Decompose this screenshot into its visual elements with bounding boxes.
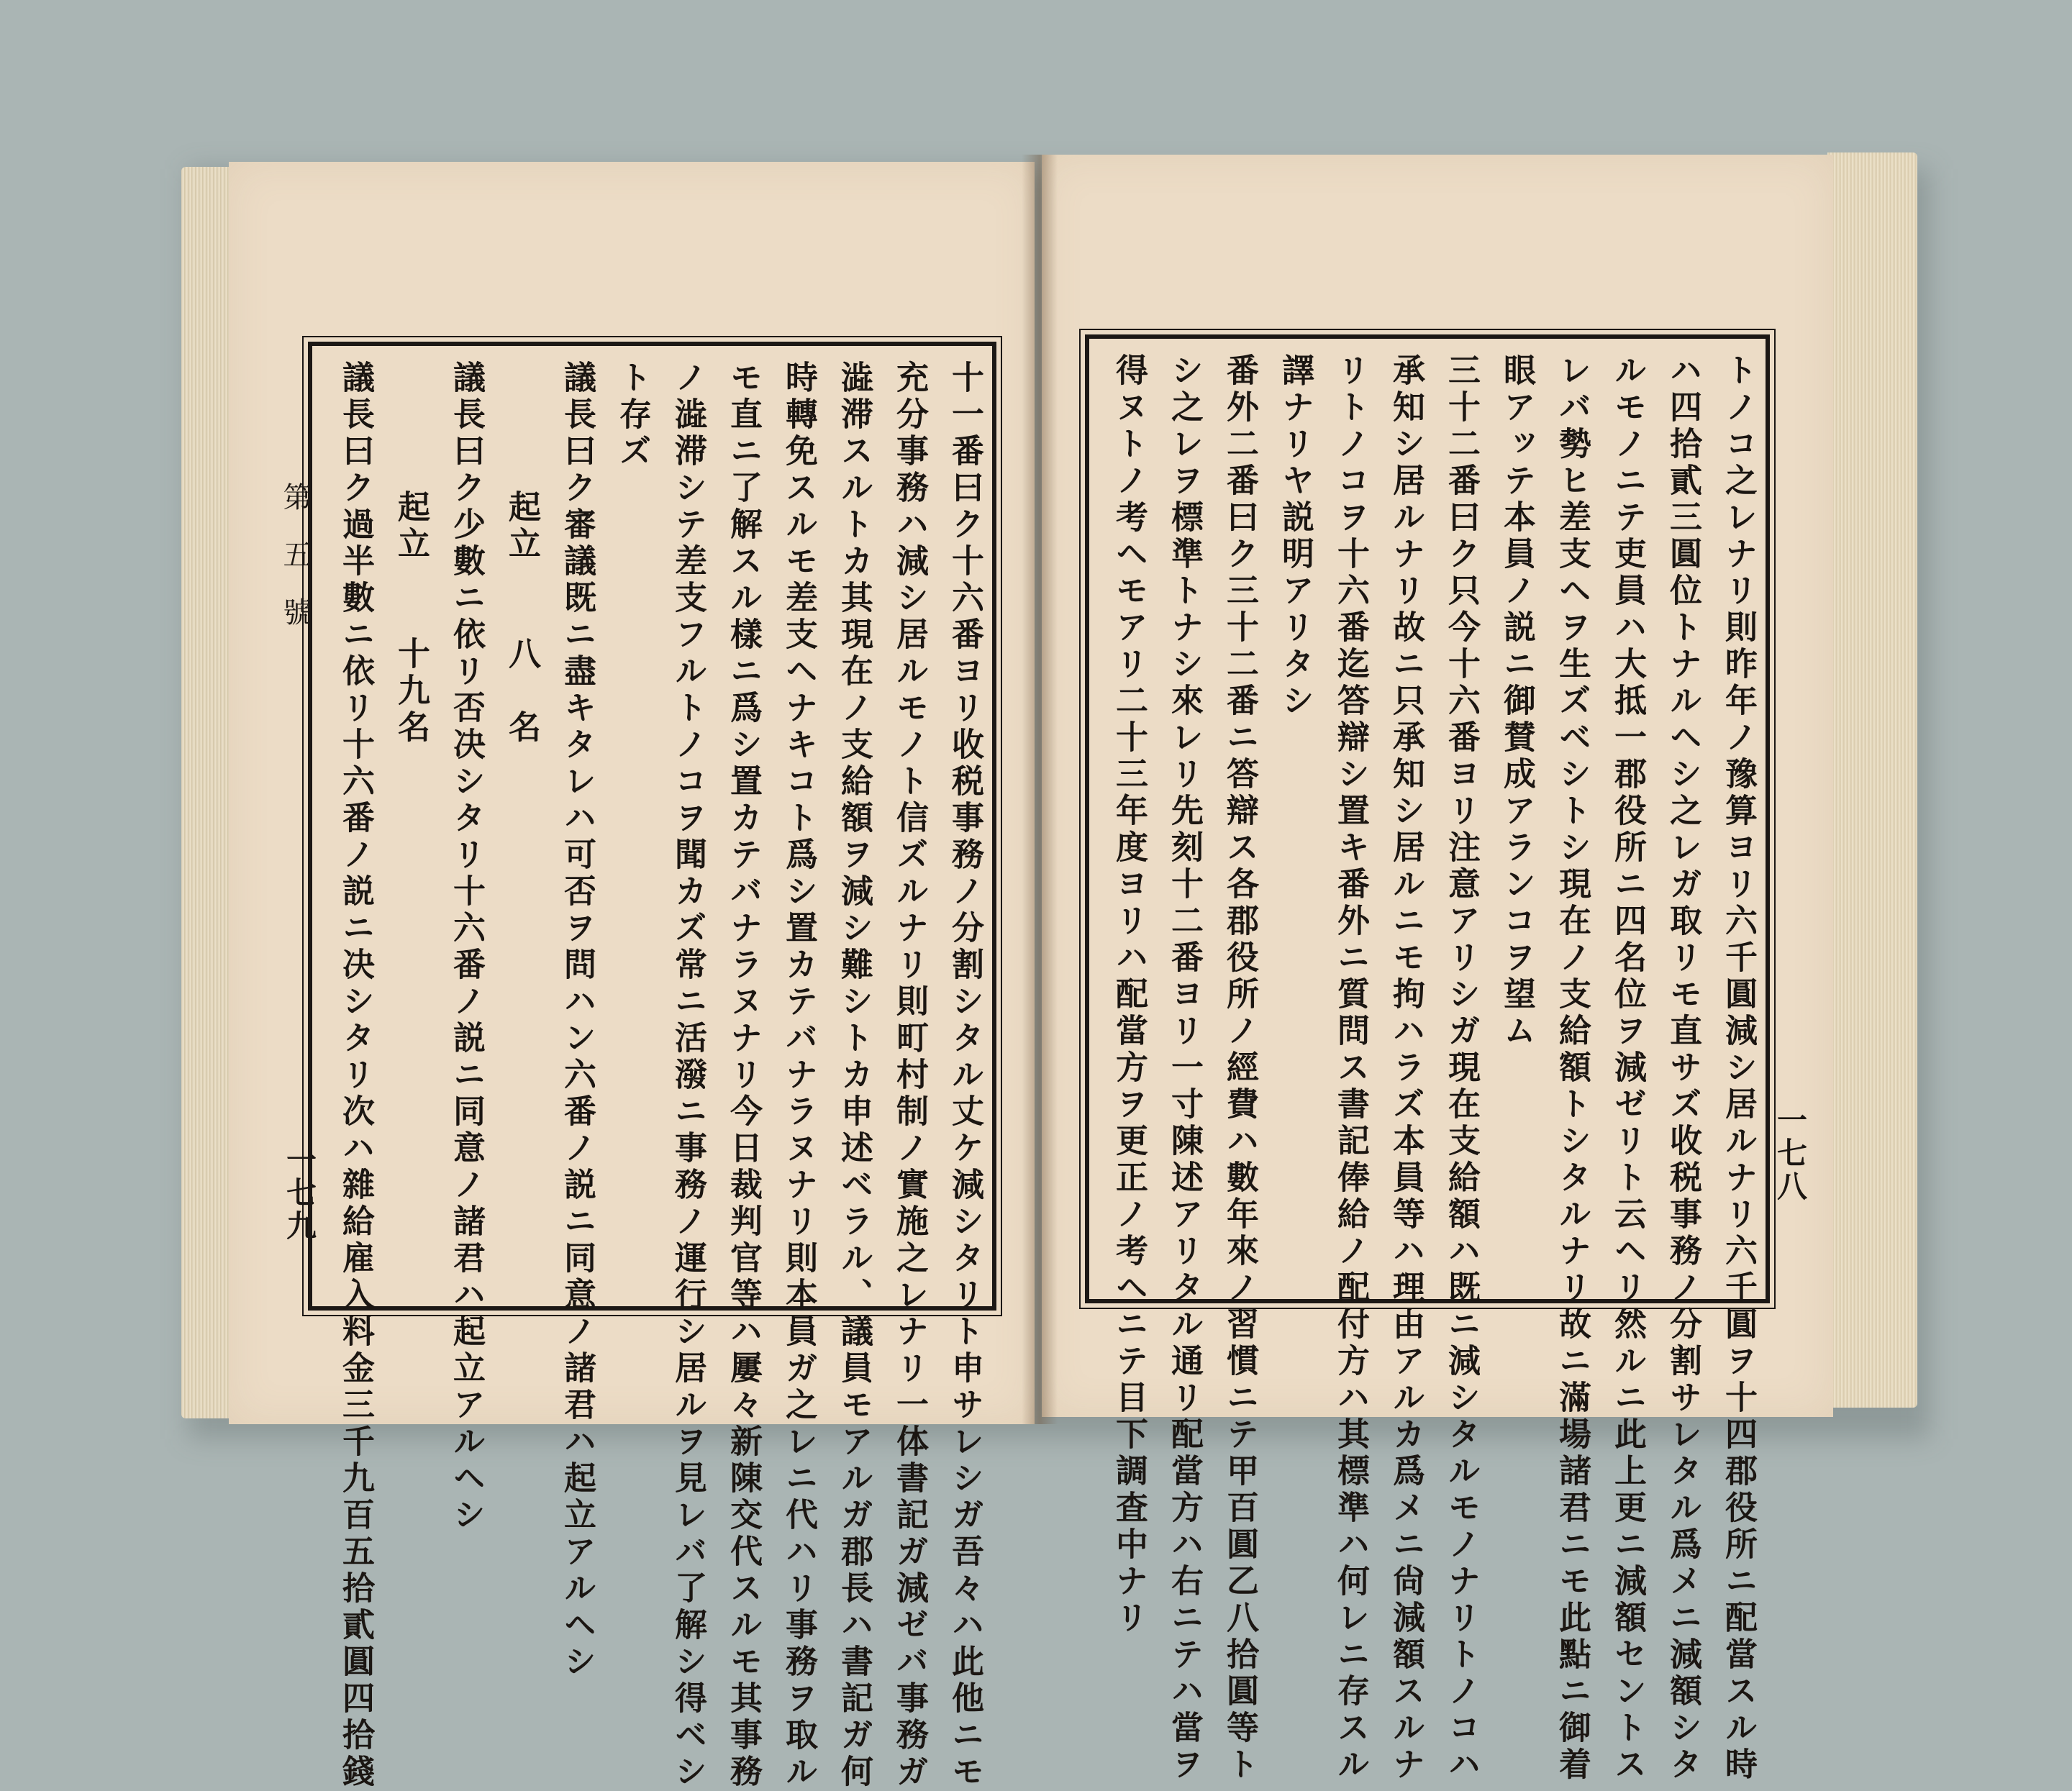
text-column: 十一番曰ク十六番ヨリ收税事務ノ分割シタル丈ケ減シタリト申サレシガ吾々ハ此他ニモ — [946, 360, 984, 1791]
text-column: 番外二番曰ク三十二番ニ答辯ス各郡役所ノ經費ハ數年來ノ習慣ニテ甲百圓乙八拾圓等ト — [1221, 353, 1259, 1784]
page-edges-right — [1827, 152, 1917, 1408]
right-text-frame — [1085, 334, 1770, 1784]
text-column: ノ澁滞シテ差支フルトノコヲ聞カズ常ニ活潑ニ事務ノ運行シ居ルヲ見レバ了解シ得ベシ — [669, 360, 707, 1791]
right-page-folio: 一七八 — [1773, 1104, 1808, 1203]
text-column: 時轉免スルモ差支ヘナキコト爲シ置カテバナラヌナリ則本員ガ之レニ代ハリ事務ヲ取ル — [780, 360, 818, 1791]
text-column: 議長曰ク過半數ニ依リ十六番ノ説ニ决シタリ次ハ雜給雇入料金三千九百五拾貳圓四拾錢 — [337, 360, 375, 1791]
text-column: リトノコヲ十六番迄答辯シ置キ番外ニ質問ス書記俸給ノ配付方ハ其標準ハ何レニ存スル — [1332, 353, 1370, 1784]
vote-result: 起立 十九名 — [392, 490, 430, 747]
text-column: 議長曰ク審議既ニ盡キタレハ可否ヲ問ハン六番ノ説ニ同意ノ諸君ハ起立アルヘシ — [558, 360, 596, 1681]
text-column: トノコ之レナリ則昨年ノ豫算ヨリ六千圓減シ居ルナリ六千圓ヲ十四郡役所ニ配當スル時 — [1719, 353, 1758, 1784]
text-column: 澁滞スルトカ其現在ノ支給額ヲ減シ難シトカ申述ベラル、議員モアルガ郡長ハ書記ガ何 — [835, 360, 873, 1791]
left-page-folio: 一七九 — [282, 1144, 317, 1243]
left-page-header: 第五號 — [278, 482, 312, 655]
text-column: ト存ズ — [614, 360, 652, 470]
text-column: 眼アッテ本員ノ説ニ御賛成アランコヲ望ム — [1498, 353, 1536, 1050]
text-column: 議長曰ク少數ニ依リ否决シタリ十六番ノ説ニ同意ノ諸君ハ起立アルヘシ — [447, 360, 486, 1534]
vote-result: 起立 八 名 — [503, 490, 541, 747]
text-column: レバ勢ヒ差支ヘヲ生ズベシトシ現在ノ支給額トシタルナリ故ニ滿場諸君ニモ此點ニ御着 — [1553, 353, 1591, 1784]
text-column: 三十二番曰ク只今十六番ヨリ注意アリシガ現在支給額ハ既ニ減シタルモノナリトノコハ — [1442, 353, 1481, 1784]
text-column: モ直ニ了解スル樣ニ爲シ置カテバナラヌナリ今日裁判官等ハ屢々新陳交代スルモ其事務 — [724, 360, 763, 1791]
text-column: 充分事務ハ減シ居ルモノト信ズルナリ則町村制ノ實施之レナリ一体書記ガ減ゼバ事務ガ — [891, 360, 929, 1791]
text-column: ルモノニテ吏員ハ大抵一郡役所ニ四名位ヲ減ゼリト云ヘリ然ルニ此上更ニ減額セントス — [1609, 353, 1647, 1784]
text-column: ハ四拾貳三圓位トナルヘシ之レガ取リモ直サズ收税事務ノ分割サレタル爲メニ減額シタ — [1664, 353, 1702, 1784]
left-text-frame — [308, 342, 996, 1791]
book-gutter — [1022, 155, 1058, 1424]
text-column: 承知シ居ルナリ故ニ只承知シ居ルニモ拘ハラズ本員等ハ理由アルカ爲メニ尙減額スルナ — [1387, 353, 1425, 1784]
text-column: シ之レヲ標準トナシ來レリ先刻十二番ヨリ一寸陳述アリタル通リ配當方ハ右ニテハ當ヲ — [1166, 353, 1204, 1784]
text-column: 得ヌトノ考ヘモアリ二十三年度ヨリハ配當方ヲ更正ノ考ヘニテ目下調査中ナリ — [1110, 353, 1148, 1637]
text-column: 譯ナリヤ説明アリタシ — [1276, 353, 1314, 720]
